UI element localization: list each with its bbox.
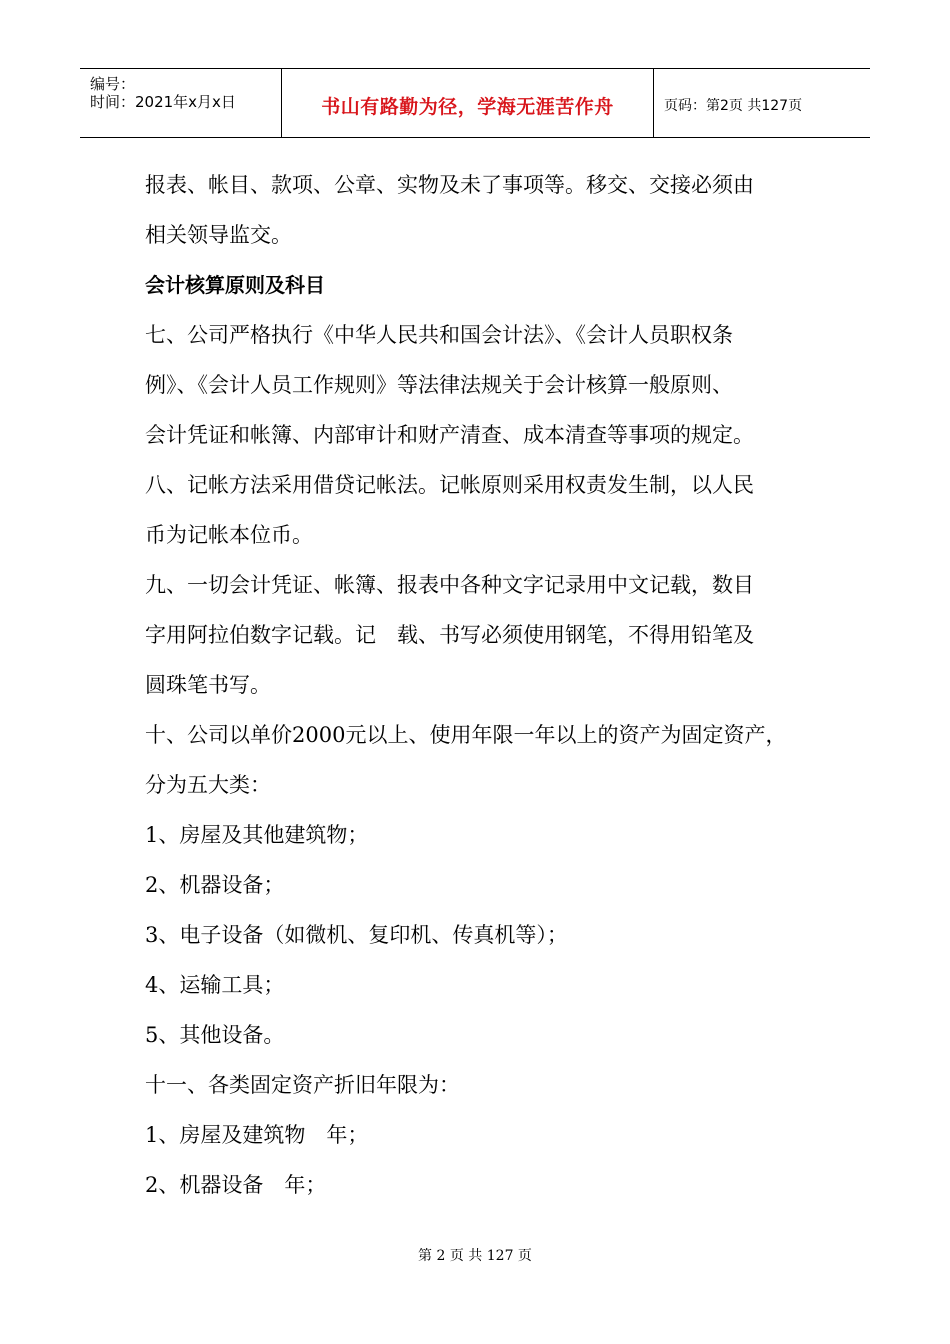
list-item: 1、房屋及其他建筑物； [145, 823, 369, 847]
body-line: 分为五大类： [145, 773, 271, 797]
body-line: 七、公司严格执行《中华人民共和国会计法》、《会计人员职权条 [145, 323, 733, 347]
list-item: 1、房屋及建筑物 年； [145, 1123, 369, 1147]
body-line: 币为记帐本位币。 [145, 523, 313, 547]
body-line: 例》、《会计人员工作规则》等法律法规关于会计核算一般原则、 [145, 373, 733, 397]
body-line: 相关领导监交。 [145, 223, 292, 247]
list-item: 3、电子设备（如微机、复印机、传真机等）； [145, 923, 568, 947]
date-label: 时间：2021年x月x日 [90, 93, 236, 111]
body-line: 十一、各类固定资产折旧年限为： [145, 1073, 460, 1097]
header-motto-cell [282, 69, 654, 137]
motto-text: 书山有路勤为径，学海无涯苦作舟 [321, 95, 614, 118]
number-label: 编号： [90, 75, 136, 93]
body-line: 会计凭证和帐簿、内部审计和财产清查、成本清查等事项的规定。 [145, 423, 754, 447]
body-line: 十、公司以单价2000元以上、使用年限一年以上的资产为固定资产， [145, 723, 787, 747]
page-footer: 第 2 页 共 127 页 [418, 1248, 532, 1264]
section-heading: 会计核算原则及科目 [145, 273, 325, 297]
document-header [80, 68, 870, 138]
body-line: 字用阿拉伯数字记载。记 载、书写必须使用钢笔，不得用铅笔及 [145, 623, 754, 647]
list-item: 5、其他设备。 [145, 1023, 285, 1047]
page-info: 页码：第2页 共127页 [664, 98, 803, 114]
list-item: 2、机器设备； [145, 873, 285, 897]
body-line: 报表、帐目、款项、公章、实物及未了事项等。移交、交接必须由 [145, 173, 754, 197]
header-meta-cell [80, 69, 282, 137]
header-page-cell [654, 69, 870, 137]
list-item: 2、机器设备 年； [145, 1173, 327, 1197]
list-item: 4、运输工具； [145, 973, 285, 997]
document-body [145, 160, 825, 1210]
body-line: 九、一切会计凭证、帐簿、报表中各种文字记录用中文记载，数目 [145, 573, 754, 597]
body-line: 圆珠笔书写。 [145, 673, 271, 697]
body-line: 八、记帐方法采用借贷记帐法。记帐原则采用权责发生制，以人民 [145, 473, 754, 497]
